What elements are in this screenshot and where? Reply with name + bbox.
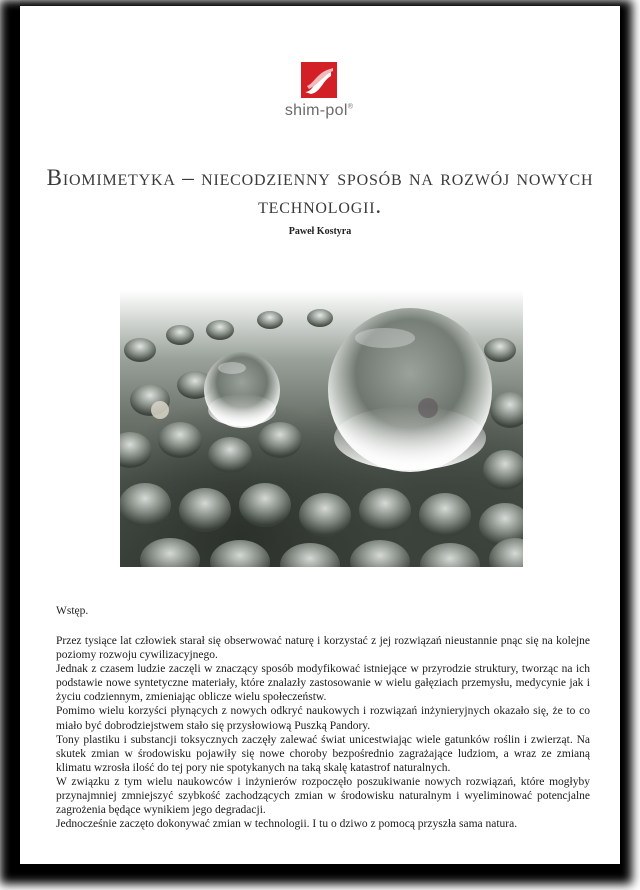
large-water-droplet xyxy=(328,308,492,472)
paragraph: Jednocześnie zaczęto dokonywać zmian w technologii. I tu o dziwo z pomocą przyszła sama natura. xyxy=(56,818,518,831)
paragraph: Jednak z czasem ludzie zaczęli w znaczący sposób modyfikować istniejące w przyrodzie struktury, tworząc na ich podstawie nowe syntetyczne materiały, które znalazły zastosowanie w wielu gałęziach przemysłu, medycynie jak i życiu codziennym, zmieniając oblicze wielu społeczeństw. xyxy=(56,663,590,704)
document-title: Biomimetyka – niecodzienny sposób na rozwój nowych technologii. xyxy=(46,165,594,218)
pollen-speck xyxy=(151,401,169,419)
small-water-droplet xyxy=(204,352,280,428)
shim-pol-logo-icon xyxy=(301,62,337,98)
company-logo xyxy=(276,62,362,132)
author-name: Paweł Kostyra xyxy=(288,226,352,237)
logo-wordmark: shim-pol® xyxy=(284,102,354,119)
paragraph: Pomimo wielu korzyści płynących z nowych odkryć naukowych i rozwiązań inżynieryjnych okazało się, że to co miało być dobrodziejstwem stało się przysłowiową Puszką Pandory. xyxy=(56,705,590,732)
section-heading: Wstęp. xyxy=(56,605,89,617)
paragraph: Tony plastiku i substancji toksycznych zaczęły zalewać świat unicestwiając wiele gatunków roślin i zwierząt. Na skutek zmian w środowisku pojawiły się nowe choroby bezpośrednio zagrażające ludziom, a wraz ze zmianą klimatu wzrosła ilość do tej pory nie spotykanych na taką skalę katastrof naturalnych. xyxy=(56,733,590,774)
paragraph: W związku z tym wielu naukowców i inżynierów rozpoczęło poszukiwanie nowych rozwiązań, które mogłyby przynajmniej zmniejszyć szybkość zachodzących zmian w środowisku naturalnym i wyeliminować potencjalne zagrożenia będące wynikiem jego degradacji. xyxy=(56,775,590,817)
paragraph: Przez tysiące lat człowiek starał się obserwować naturę i korzystać z jej rozwiązań nieustannie pnąc się na kolejne poziomy rozwoju cywilizacyjnego. xyxy=(56,635,590,662)
water-droplets-photo xyxy=(120,290,523,567)
article-body xyxy=(56,634,590,831)
document-page xyxy=(20,6,620,864)
